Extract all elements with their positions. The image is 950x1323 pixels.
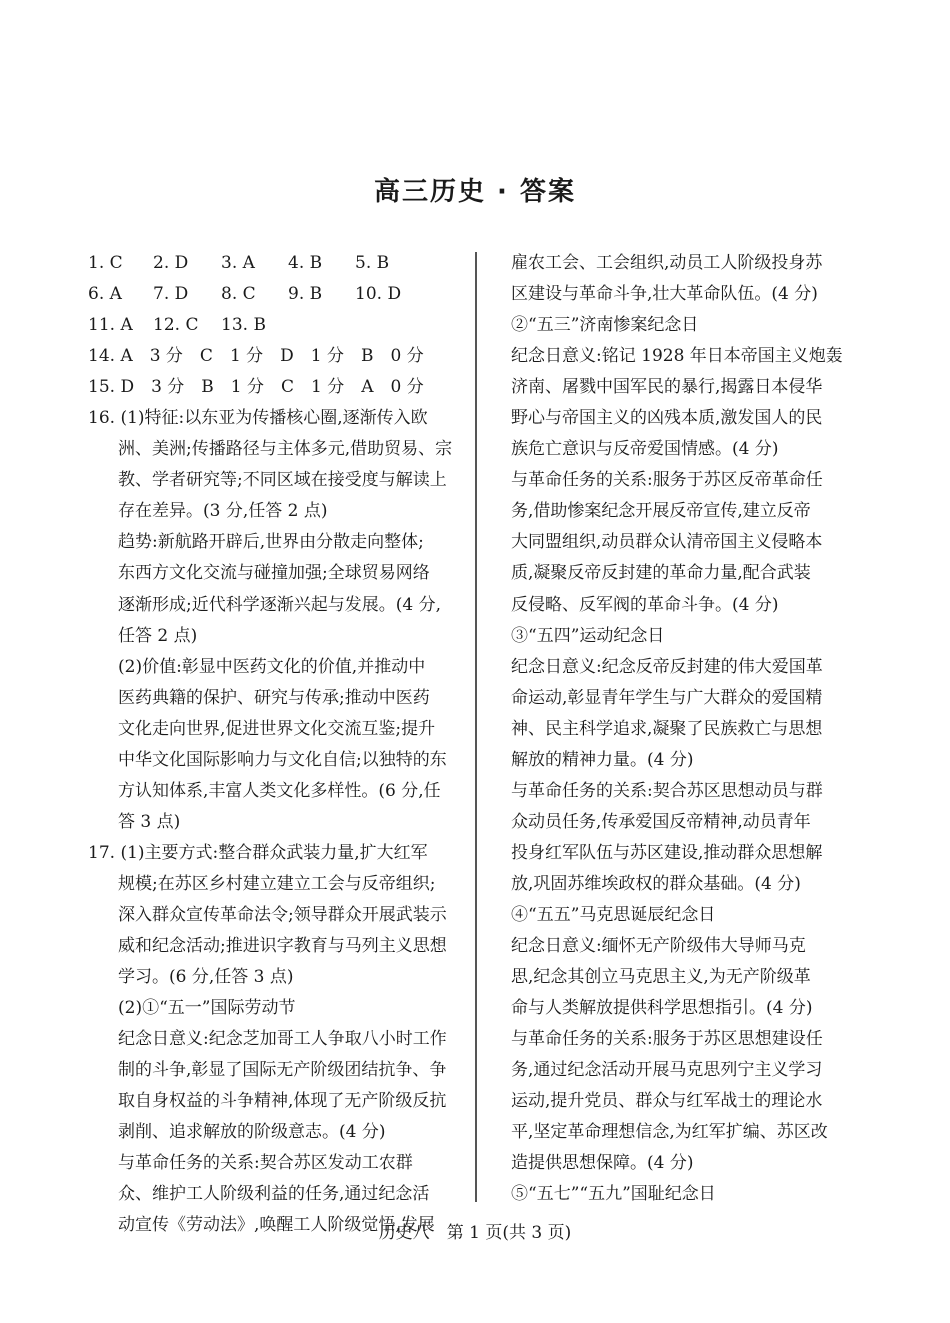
answer-line: 教、学者研究等;不同区域在接受度与解读上 <box>118 470 447 491</box>
mc-answer: 6. A <box>88 284 122 305</box>
answer-line: 动宣传《劳动法》,唤醒工人阶级觉悟,发展 <box>118 1215 435 1236</box>
answer-line: 命与人类解放提供科学思想指引。(4 分) <box>511 998 813 1019</box>
answer-line: 医药典籍的保护、研究与传承;推动中医药 <box>118 687 430 708</box>
mc-answer: 5. B <box>355 253 390 273</box>
answer-line: 方认知体系,丰富人类文化多样性。(6 分,任 <box>118 780 441 801</box>
answer-line: 答 3 点) <box>118 811 181 832</box>
answer-line: 纪念日意义:纪念反帝反封建的伟大爱国革 <box>511 656 823 677</box>
question-17 <box>88 838 468 1242</box>
mc-answer: 12. C <box>153 315 199 336</box>
answer-line: 务,借助惨案纪念开展反帝宣传,建立反帝 <box>511 501 811 522</box>
answer-line: 存在差异。(3 分,任答 2 点) <box>118 501 328 522</box>
answer-line: 趋势:新航路开辟后,世界由分散走向整体; <box>118 532 424 553</box>
mc-answer: 7. D <box>153 284 189 305</box>
answer-line: ⑤“五七”“五九”国耻纪念日 <box>511 1184 716 1205</box>
answer-line: ④“五五”马克思诞辰纪念日 <box>511 904 716 925</box>
page-title: 高三历史 · 答案 <box>374 177 576 207</box>
answer-line: 东西方文化交流与碰撞加强;全球贸易网络 <box>118 563 430 584</box>
answer-line: 运动,提升党员、群众与红军战士的理论水 <box>511 1091 823 1112</box>
score-row: 15. D 3 分 B 1 分 C 1 分 A 0 分 <box>88 377 424 398</box>
answer-line: 大同盟组织,动员群众认清帝国主义侵略本 <box>511 532 823 553</box>
answer-line: 造提供思想保障。(4 分) <box>511 1153 694 1174</box>
answer-line: 平,坚定革命理想信念,为红军扩编、苏区改 <box>511 1122 828 1143</box>
answer-line: 与革命任务的关系:契合苏区发动工农群 <box>118 1153 413 1174</box>
answer-line: 纪念日意义:纪念芝加哥工人争取八小时工作 <box>118 1029 447 1050</box>
answer-line: 中华文化国际影响力与文化自信;以独特的东 <box>118 749 447 770</box>
answer-line: 雇农工会、工会组织,动员工人阶级投身苏 <box>511 253 823 273</box>
column-divider <box>475 252 477 1202</box>
answer-line: 反侵略、反军阀的革命斗争。(4 分) <box>511 594 779 615</box>
answer-line: 学习。(6 分,任答 3 点) <box>118 967 294 988</box>
answer-line: 剥削、追求解放的阶级意志。(4 分) <box>118 1122 386 1143</box>
answer-line: 制的斗争,彰显了国际无产阶级团结抗争、争 <box>118 1060 447 1081</box>
answer-line: 济南、屠戮中国军民的暴行,揭露日本侵华 <box>511 377 823 398</box>
answer-line: 质,凝聚反帝反封建的革命力量,配合武装 <box>511 563 811 584</box>
mc-answer: 4. B <box>288 253 323 273</box>
answer-line: 众、维护工人阶级利益的任务,通过纪念活 <box>118 1184 430 1205</box>
mc-answer: 9. B <box>288 284 323 305</box>
answer-line: 文化走向世界,促进世界文化交流互鉴;提升 <box>118 718 436 739</box>
answer-line: 规模;在苏区乡村建立建立工会与反帝组织; <box>118 873 436 894</box>
mc-answer: 8. C <box>221 284 256 305</box>
answer-line: 纪念日意义:缅怀无产阶级伟大导师马克 <box>511 936 806 957</box>
answer-line: 解放的精神力量。(4 分) <box>511 749 694 770</box>
left-column <box>88 248 468 1242</box>
answer-line: 放,巩固苏维埃政权的群众基础。(4 分) <box>511 873 801 894</box>
answer-line: (2)价值:彰显中医药文化的价值,并推动中 <box>118 656 426 677</box>
answer-line: 17. (1)主要方式:整合群众武装力量,扩大红军 <box>88 842 428 863</box>
answer-line: 与革命任务的关系:契合苏区思想动员与群 <box>511 780 823 801</box>
answer-line: 与革命任务的关系:服务于苏区反帝革命任 <box>511 470 823 491</box>
answer-line: 务,通过纪念活动开展马克思列宁主义学习 <box>511 1060 823 1081</box>
answer-line: 16. (1)特征:以东亚为传播核心圈,逐渐传入欧 <box>88 408 428 429</box>
answer-line: 众动员任务,传承爱国反帝精神,动员青年 <box>511 811 811 832</box>
answer-line: 投身红军队伍与苏区建设,推动群众思想解 <box>511 842 823 863</box>
mc-answer-row <box>88 310 468 341</box>
answer-line: 深入群众宣传革命法令;领导群众开展武装示 <box>118 904 447 925</box>
mc-answer: 13. B <box>221 315 266 336</box>
mc-answer-row <box>88 279 468 310</box>
mc-answer: 2. D <box>153 253 189 273</box>
mc-answer: 10. D <box>355 284 402 305</box>
right-column <box>511 248 863 1210</box>
answer-line: 洲、美洲;传播路径与主体多元,借助贸易、宗 <box>118 439 453 460</box>
mc-answer-row <box>88 248 468 279</box>
page-footer: 历史八 第 1 页(共 3 页) <box>378 1223 572 1243</box>
answer-line: 威和纪念活动;推进识字教育与马列主义思想 <box>118 936 447 957</box>
answer-line: 任答 2 点) <box>118 625 198 646</box>
answer-line: 神、民主科学追求,凝聚了民族救亡与思想 <box>511 718 823 739</box>
answer-line: ②“五三”济南惨案纪念日 <box>511 315 699 336</box>
answer-line: 逐渐形成;近代科学逐渐兴起与发展。(4 分, <box>118 594 441 615</box>
answer-line: 取自身权益的斗争精神,体现了无产阶级反抗 <box>118 1091 447 1112</box>
answer-line: 纪念日意义:铭记 1928 年日本帝国主义炮轰 <box>511 346 843 367</box>
mc-answer: 1. C <box>88 253 123 273</box>
score-row: 14. A 3 分 C 1 分 D 1 分 B 0 分 <box>88 346 424 367</box>
mc-answer: 3. A <box>221 253 255 273</box>
answer-line: ③“五四”运动纪念日 <box>511 625 665 646</box>
answer-line: 族危亡意识与反帝爱国情感。(4 分) <box>511 439 779 460</box>
question-16 <box>88 403 468 838</box>
answer-line: 区建设与革命斗争,壮大革命队伍。(4 分) <box>511 284 818 305</box>
answer-line: 与革命任务的关系:服务于苏区思想建设任 <box>511 1029 823 1050</box>
answer-line: 命运动,彰显青年学生与广大群众的爱国精 <box>511 687 823 708</box>
answer-line: 野心与帝国主义的凶残本质,激发国人的民 <box>511 408 823 429</box>
mc-answer: 11. A <box>88 315 133 336</box>
answer-line: 思,纪念其创立马克思主义,为无产阶级革 <box>511 967 811 988</box>
answer-line: (2)①“五一”国际劳动节 <box>118 998 296 1019</box>
